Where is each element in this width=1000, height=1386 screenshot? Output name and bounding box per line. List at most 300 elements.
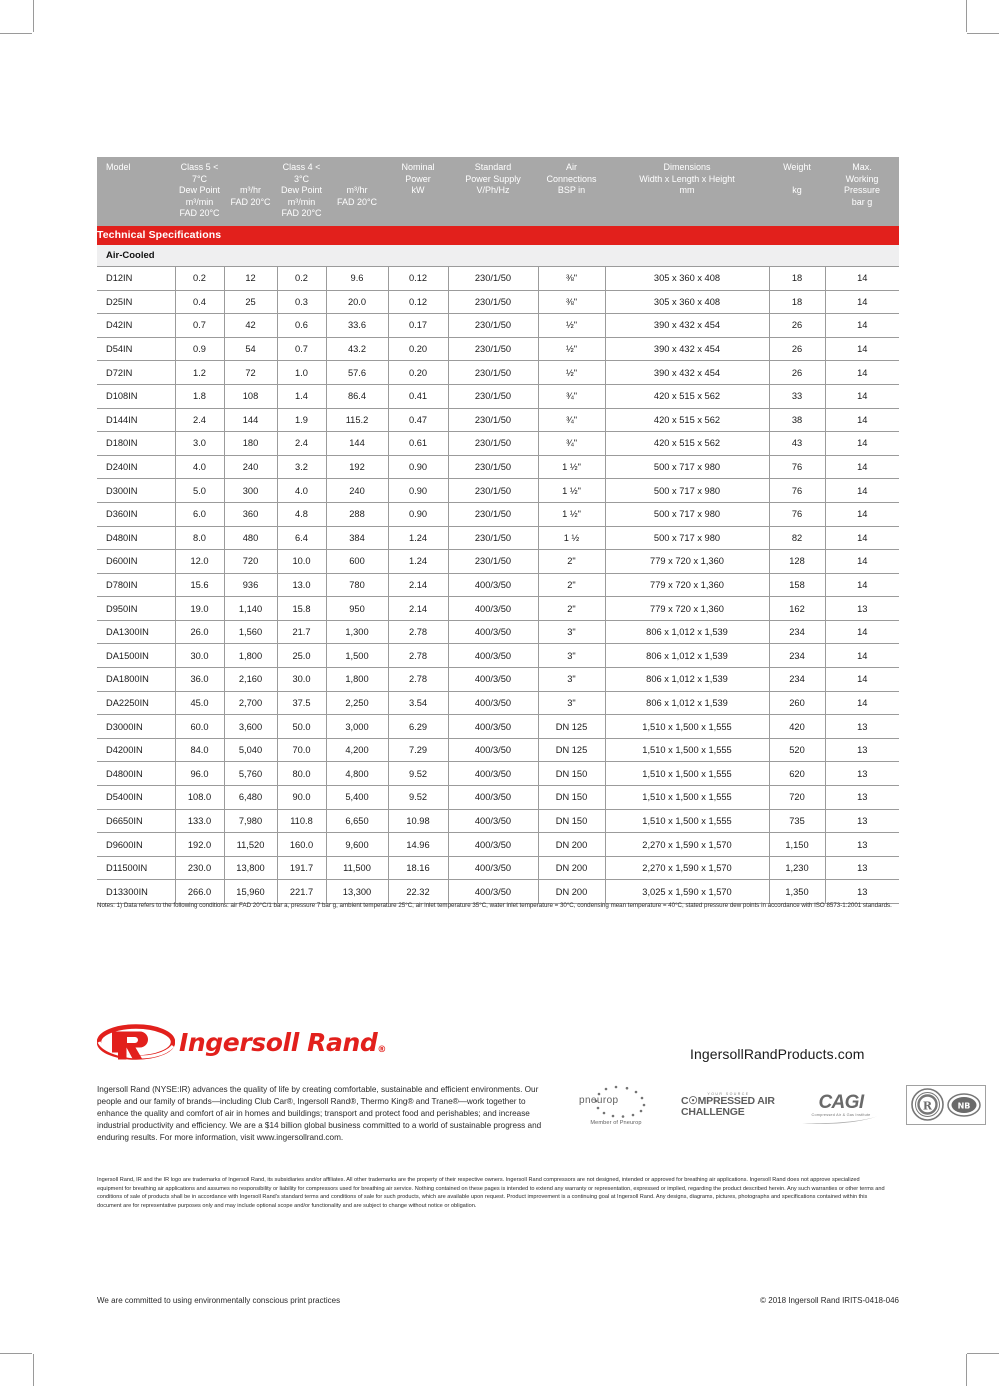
cell-value: DN 125 <box>538 715 605 739</box>
table-row <box>97 526 899 550</box>
cell-value: 288 <box>326 502 388 526</box>
table-notes: Notes: 1) Data refers to the following conditions: air FAD 20°C/1 bar a, pressure 7 bar g, ambient temperature 25°C, air inlet temperature 35°C, water inlet temperature = 30°C, condensing mean temperature = 40°C, stated pressure dew points in accordance with ISO 8573-1:2001 standards. <box>97 902 892 909</box>
cell-value: 2,250 <box>326 691 388 715</box>
cell-value: 90.0 <box>277 786 326 810</box>
cell-value: 230/1/50 <box>448 479 538 503</box>
cell-value: ½" <box>538 314 605 338</box>
cell-value: 500 x 717 x 980 <box>605 479 769 503</box>
cell-value: 14 <box>825 266 899 290</box>
cell-value: 2.78 <box>388 620 448 644</box>
cell-value: 0.61 <box>388 432 448 456</box>
cell-value: 300 <box>224 479 277 503</box>
cell-value: 1 ½" <box>538 479 605 503</box>
cell-model: D5400IN <box>97 786 175 810</box>
cell-value: 33.6 <box>326 314 388 338</box>
cell-value: 720 <box>769 786 825 810</box>
products-url[interactable]: IngersollRandProducts.com <box>690 1046 865 1062</box>
cell-model: D4200IN <box>97 738 175 762</box>
cell-value: 14 <box>825 479 899 503</box>
cell-value: 720 <box>224 550 277 574</box>
cell-value: 192 <box>326 455 388 479</box>
table-row <box>97 715 899 739</box>
cell-value: 230/1/50 <box>448 526 538 550</box>
cell-value: 18 <box>769 266 825 290</box>
print-practices-text: We are committed to using environmentally conscious print practices <box>97 1296 341 1305</box>
cell-value: 14 <box>825 691 899 715</box>
crop-mark-right-bottom <box>967 1353 999 1354</box>
table-title: Technical Specifications <box>97 226 899 245</box>
cell-value: 806 x 1,012 x 1,539 <box>605 644 769 668</box>
cell-value: 7,980 <box>224 809 277 833</box>
cell-value: 2" <box>538 550 605 574</box>
cell-value: 2" <box>538 597 605 621</box>
cell-value: 1.2 <box>175 361 224 385</box>
cell-model: D780IN <box>97 573 175 597</box>
cell-value: 57.6 <box>326 361 388 385</box>
cell-model: D360IN <box>97 502 175 526</box>
cell-value: 0.20 <box>388 337 448 361</box>
cell-value: 1,510 x 1,500 x 1,555 <box>605 786 769 810</box>
cell-value: 4,800 <box>326 762 388 786</box>
cell-model: D25IN <box>97 290 175 314</box>
cell-value: 400/3/50 <box>448 691 538 715</box>
cell-value: 144 <box>224 408 277 432</box>
cell-value: 950 <box>326 597 388 621</box>
cell-value: 3,025 x 1,590 x 1,570 <box>605 880 769 904</box>
cell-value: 234 <box>769 668 825 692</box>
cell-value: 5,760 <box>224 762 277 786</box>
cell-model: D4800IN <box>97 762 175 786</box>
cell-value: 13.0 <box>277 573 326 597</box>
cell-value: 936 <box>224 573 277 597</box>
cell-value: 400/3/50 <box>448 668 538 692</box>
cell-value: 0.6 <box>277 314 326 338</box>
cell-value: 400/3/50 <box>448 738 538 762</box>
cell-value: 1,300 <box>326 620 388 644</box>
cell-value: 5,400 <box>326 786 388 810</box>
cell-value: 2.14 <box>388 573 448 597</box>
brand-block <box>97 1020 386 1064</box>
header-power-supply: Standard Power Supply V/Ph/Hz <box>448 157 538 226</box>
cell-value: 1,560 <box>224 620 277 644</box>
crop-mark-right-top <box>967 33 999 34</box>
cell-value: 230/1/50 <box>448 408 538 432</box>
table-row <box>97 833 899 857</box>
cell-value: 18.16 <box>388 856 448 880</box>
cell-value: 14 <box>825 290 899 314</box>
cell-value: 14 <box>825 455 899 479</box>
cell-value: 0.90 <box>388 455 448 479</box>
cell-value: 14 <box>825 644 899 668</box>
cell-value: 230.0 <box>175 856 224 880</box>
cell-value: 390 x 432 x 454 <box>605 314 769 338</box>
cell-value: 400/3/50 <box>448 573 538 597</box>
cell-value: 72 <box>224 361 277 385</box>
table-header <box>97 157 899 226</box>
table-row <box>97 786 899 810</box>
cell-value: 192.0 <box>175 833 224 857</box>
table-row <box>97 455 899 479</box>
cell-value: 230/1/50 <box>448 314 538 338</box>
cell-value: 230/1/50 <box>448 266 538 290</box>
cell-value: 70.0 <box>277 738 326 762</box>
legal-disclaimer: Ingersoll Rand, IR and the IR logo are trademarks of Ingersoll Rand, its subsidiaries and/or affiliates. All other trademarks are the property of their respective owners. Ingersoll Rand compressors are not designed, intended or approved for breathing air applications. Ingersoll Rand does not approve specialized equipment for breathing air applications and assumes no responsibility or liability for compressors used for breathing air service. Nothing contained on these pages is intended to extend any warranty or representation, expressed or implied, regarding the product described herein. Any such warranties or other terms and conditions of sale of products shall be in accordance with Ingersoll Rand's standard terms and conditions of sale for such products, which are available upon request. Product improvement is a continuing goal at Ingersoll Rand. Any designs, diagrams, pictures, photographs and specifications contained within this document are for representative purposes only and may include optional scope and/or functionality and are subject to change without notice or obligation. <box>97 1177 885 1209</box>
cell-value: 13 <box>825 880 899 904</box>
cell-value: 14 <box>825 502 899 526</box>
cell-value: 1,500 <box>326 644 388 668</box>
cell-value: 400/3/50 <box>448 715 538 739</box>
cell-value: 2,160 <box>224 668 277 692</box>
cell-value: 2.78 <box>388 644 448 668</box>
cell-value: 0.9 <box>175 337 224 361</box>
cell-value: 2,270 x 1,590 x 1,570 <box>605 833 769 857</box>
header-class5-m3hr: m³/hr FAD 20°C <box>224 157 277 226</box>
cell-value: 37.5 <box>277 691 326 715</box>
table-row <box>97 266 899 290</box>
cell-value: DN 125 <box>538 738 605 762</box>
table-row <box>97 856 899 880</box>
cell-value: 1.24 <box>388 550 448 574</box>
cell-value: 13 <box>825 715 899 739</box>
cell-value: 0.90 <box>388 479 448 503</box>
table-row <box>97 361 899 385</box>
cell-model: D180IN <box>97 432 175 456</box>
cell-value: 0.47 <box>388 408 448 432</box>
cell-value: 18 <box>769 290 825 314</box>
cell-value: 620 <box>769 762 825 786</box>
cell-value: 3.2 <box>277 455 326 479</box>
cell-value: 160.0 <box>277 833 326 857</box>
cell-value: 1,510 x 1,500 x 1,555 <box>605 738 769 762</box>
cell-value: 600 <box>326 550 388 574</box>
cell-value: 2.4 <box>277 432 326 456</box>
cell-value: 14 <box>825 620 899 644</box>
cell-value: 420 <box>769 715 825 739</box>
cell-value: 1.8 <box>175 384 224 408</box>
cell-value: 1.9 <box>277 408 326 432</box>
cell-value: 1,510 x 1,500 x 1,555 <box>605 715 769 739</box>
cell-value: 26 <box>769 337 825 361</box>
cell-value: 14 <box>825 550 899 574</box>
cell-value: 84.0 <box>175 738 224 762</box>
cell-value: 305 x 360 x 408 <box>605 290 769 314</box>
pneurop-member-text: Member of Pneurop <box>590 1120 642 1126</box>
cell-value: ¾" <box>538 384 605 408</box>
table-row <box>97 432 899 456</box>
cell-value: 42 <box>224 314 277 338</box>
cell-value: 108.0 <box>175 786 224 810</box>
cell-value: 14.96 <box>388 833 448 857</box>
table-row <box>97 597 899 621</box>
cell-value: 400/3/50 <box>448 856 538 880</box>
cagi-wordmark: CAGI <box>818 1092 864 1113</box>
cell-value: 221.7 <box>277 880 326 904</box>
crop-mark-top-left <box>33 0 34 32</box>
cell-value: 2,270 x 1,590 x 1,570 <box>605 856 769 880</box>
cell-value: 25.0 <box>277 644 326 668</box>
cell-value: 0.3 <box>277 290 326 314</box>
cell-value: ½" <box>538 337 605 361</box>
cell-value: 115.2 <box>326 408 388 432</box>
cell-value: 45.0 <box>175 691 224 715</box>
cell-value: 3" <box>538 620 605 644</box>
cell-value: 1.24 <box>388 526 448 550</box>
cell-value: 3,600 <box>224 715 277 739</box>
cell-value: 11,500 <box>326 856 388 880</box>
header-max-working-pressure: Max. Working Pressure bar g <box>825 157 899 226</box>
cell-value: 500 x 717 x 980 <box>605 455 769 479</box>
cell-value: 480 <box>224 526 277 550</box>
header-weight: Weight kg <box>769 157 825 226</box>
header-class4-m3hr: m³/hr FAD 20°C <box>326 157 388 226</box>
cell-value: 230/1/50 <box>448 550 538 574</box>
crop-mark-bottom-right <box>966 1354 967 1386</box>
table-row <box>97 479 899 503</box>
cell-model: D72IN <box>97 361 175 385</box>
cell-value: 110.8 <box>277 809 326 833</box>
cell-value: 50.0 <box>277 715 326 739</box>
cell-model: D6650IN <box>97 809 175 833</box>
table-row <box>97 314 899 338</box>
cell-value: 400/3/50 <box>448 762 538 786</box>
table-row <box>97 691 899 715</box>
cell-value: 230/1/50 <box>448 337 538 361</box>
company-blurb: Ingersoll Rand (NYSE:IR) advances the quality of life by creating comfortable, sustainable and efficient environments. Our people and our family of brands—including Club Car®, Ingersoll Rand®, Thermo King® and Trane®—work together to enhance the quality and comfort of air in homes and buildings; transport and protect food and perishables; and increase industrial productivity and efficiency. We are a $14 billion global business committed to a world of sustainable progress and enduring results. For more information, visit www.ingersollrand.com. <box>97 1085 542 1143</box>
cagi-subtext: Compressed Air & Gas Institute <box>811 1113 871 1117</box>
cell-value: 26.0 <box>175 620 224 644</box>
cell-value: 400/3/50 <box>448 809 538 833</box>
cell-value: 9,600 <box>326 833 388 857</box>
cell-value: 2.4 <box>175 408 224 432</box>
cell-value: 230/1/50 <box>448 290 538 314</box>
cell-value: 14 <box>825 408 899 432</box>
cell-value: 6.4 <box>277 526 326 550</box>
cell-value: 10.98 <box>388 809 448 833</box>
table-row <box>97 550 899 574</box>
header-air-connections: Air Connections BSP in <box>538 157 605 226</box>
cell-value: 1,510 x 1,500 x 1,555 <box>605 762 769 786</box>
cell-value: 240 <box>326 479 388 503</box>
cell-value: 9.52 <box>388 762 448 786</box>
crop-mark-bottom-left <box>33 1354 34 1386</box>
cell-value: 15.8 <box>277 597 326 621</box>
cell-value: 26 <box>769 361 825 385</box>
cell-model: DA1800IN <box>97 668 175 692</box>
cell-value: 735 <box>769 809 825 833</box>
header-class4-m3min: Class 4 < 3°C Dew Point m³/min FAD 20°C <box>277 157 326 226</box>
cell-value: 0.17 <box>388 314 448 338</box>
table-body <box>97 266 899 903</box>
cell-value: 6.29 <box>388 715 448 739</box>
cell-value: 520 <box>769 738 825 762</box>
header-dimensions: Dimensions Width x Length x Height mm <box>605 157 769 226</box>
cell-value: 6,480 <box>224 786 277 810</box>
cell-value: 1 ½" <box>538 502 605 526</box>
cell-value: 5,040 <box>224 738 277 762</box>
cell-value: 0.4 <box>175 290 224 314</box>
cell-model: D144IN <box>97 408 175 432</box>
cell-value: 1,800 <box>326 668 388 692</box>
svg-text:R: R <box>922 1099 933 1113</box>
cell-value: 4.0 <box>277 479 326 503</box>
cell-value: ½" <box>538 361 605 385</box>
cell-value: 14 <box>825 337 899 361</box>
cell-value: 30.0 <box>175 644 224 668</box>
cell-value: 19.0 <box>175 597 224 621</box>
cell-value: ⅜" <box>538 290 605 314</box>
cell-value: 43.2 <box>326 337 388 361</box>
cell-value: 779 x 720 x 1,360 <box>605 550 769 574</box>
cell-value: 390 x 432 x 454 <box>605 361 769 385</box>
cell-value: 1,140 <box>224 597 277 621</box>
cell-value: 266.0 <box>175 880 224 904</box>
cell-value: 128 <box>769 550 825 574</box>
cell-value: 133.0 <box>175 809 224 833</box>
cell-model: D9600IN <box>97 833 175 857</box>
cell-value: 0.7 <box>277 337 326 361</box>
cell-value: DN 150 <box>538 809 605 833</box>
cell-value: 0.12 <box>388 266 448 290</box>
cell-model: DA1300IN <box>97 620 175 644</box>
table-row <box>97 620 899 644</box>
cell-value: 400/3/50 <box>448 786 538 810</box>
cell-value: 3" <box>538 691 605 715</box>
table-row <box>97 738 899 762</box>
cell-value: ¾" <box>538 432 605 456</box>
cell-model: D3000IN <box>97 715 175 739</box>
cell-value: 305 x 360 x 408 <box>605 266 769 290</box>
cell-value: 13 <box>825 762 899 786</box>
cell-value: DN 200 <box>538 833 605 857</box>
table-row <box>97 502 899 526</box>
cell-value: 12.0 <box>175 550 224 574</box>
svg-text:NB: NB <box>957 1101 971 1110</box>
cell-value: 22.32 <box>388 880 448 904</box>
cell-value: 0.2 <box>175 266 224 290</box>
cell-value: 162 <box>769 597 825 621</box>
cell-model: D480IN <box>97 526 175 550</box>
cell-value: 33 <box>769 384 825 408</box>
cell-value: 230/1/50 <box>448 361 538 385</box>
brand-name: Ingersoll Rand® <box>179 1027 387 1057</box>
cell-value: DN 200 <box>538 880 605 904</box>
cell-value: 96.0 <box>175 762 224 786</box>
cell-value: 15.6 <box>175 573 224 597</box>
table-row <box>97 668 899 692</box>
cell-value: 390 x 432 x 454 <box>605 337 769 361</box>
cell-value: 2.14 <box>388 597 448 621</box>
cell-model: DA2250IN <box>97 691 175 715</box>
cell-model: D54IN <box>97 337 175 361</box>
cell-value: DN 150 <box>538 786 605 810</box>
cell-value: 6.0 <box>175 502 224 526</box>
cell-value: 1.0 <box>277 361 326 385</box>
cell-value: 76 <box>769 502 825 526</box>
cell-value: 400/3/50 <box>448 644 538 668</box>
cell-value: 14 <box>825 384 899 408</box>
table-row <box>97 809 899 833</box>
cell-value: 60.0 <box>175 715 224 739</box>
cell-value: 779 x 720 x 1,360 <box>605 597 769 621</box>
header-class5-m3min: Class 5 < 7°C Dew Point m³/min FAD 20°C <box>175 157 224 226</box>
cell-value: 806 x 1,012 x 1,539 <box>605 691 769 715</box>
cell-value: 1,350 <box>769 880 825 904</box>
cell-value: 26 <box>769 314 825 338</box>
cell-model: D12IN <box>97 266 175 290</box>
cell-value: 13 <box>825 738 899 762</box>
cell-value: 230/1/50 <box>448 455 538 479</box>
cell-value: 0.7 <box>175 314 224 338</box>
cell-value: 21.7 <box>277 620 326 644</box>
table-row <box>97 573 899 597</box>
cell-value: 20.0 <box>326 290 388 314</box>
cell-value: 14 <box>825 432 899 456</box>
cell-value: 0.90 <box>388 502 448 526</box>
asme-certification-logo-icon <box>906 1085 986 1125</box>
technical-specifications-table <box>97 157 899 904</box>
cell-value: 230/1/50 <box>448 384 538 408</box>
cell-value: 14 <box>825 573 899 597</box>
cell-value: 400/3/50 <box>448 620 538 644</box>
cell-value: ¾" <box>538 408 605 432</box>
cell-value: 1 ½" <box>538 455 605 479</box>
cell-value: 3.54 <box>388 691 448 715</box>
cell-value: 191.7 <box>277 856 326 880</box>
cell-value: 3" <box>538 668 605 692</box>
pneurop-logo-icon <box>573 1083 659 1126</box>
table-row <box>97 290 899 314</box>
cell-value: 180 <box>224 432 277 456</box>
cell-value: 30.0 <box>277 668 326 692</box>
cell-value: 2,700 <box>224 691 277 715</box>
cell-value: 14 <box>825 361 899 385</box>
cagi-logo-icon <box>798 1092 884 1117</box>
cell-value: 5.0 <box>175 479 224 503</box>
cell-value: 25 <box>224 290 277 314</box>
cell-value: 13 <box>825 597 899 621</box>
cell-value: 230/1/50 <box>448 502 538 526</box>
table-row <box>97 762 899 786</box>
cell-value: 38 <box>769 408 825 432</box>
cell-value: 86.4 <box>326 384 388 408</box>
cell-value: 500 x 717 x 980 <box>605 526 769 550</box>
cell-value: 1.4 <box>277 384 326 408</box>
cell-value: 1,230 <box>769 856 825 880</box>
cac-line-1: C☉MPRESSED AIR <box>681 1094 775 1107</box>
table-row <box>97 384 899 408</box>
cell-value: 15,960 <box>224 880 277 904</box>
cell-value: 234 <box>769 620 825 644</box>
cell-value: 76 <box>769 455 825 479</box>
cell-value: 260 <box>769 691 825 715</box>
pneurop-wordmark: pneurop <box>579 1095 619 1106</box>
cell-value: 108 <box>224 384 277 408</box>
cell-value: 0.12 <box>388 290 448 314</box>
cell-model: D11500IN <box>97 856 175 880</box>
crop-mark-top-right <box>966 0 967 32</box>
header-model: Model <box>97 157 175 226</box>
cell-value: 1,150 <box>769 833 825 857</box>
table-row <box>97 644 899 668</box>
cell-model: DA1500IN <box>97 644 175 668</box>
cell-value: 9.6 <box>326 266 388 290</box>
cell-value: 10.0 <box>277 550 326 574</box>
table-row <box>97 880 899 904</box>
cell-value: 4.8 <box>277 502 326 526</box>
cell-model: D13300IN <box>97 880 175 904</box>
cell-value: 384 <box>326 526 388 550</box>
cell-model: D240IN <box>97 455 175 479</box>
